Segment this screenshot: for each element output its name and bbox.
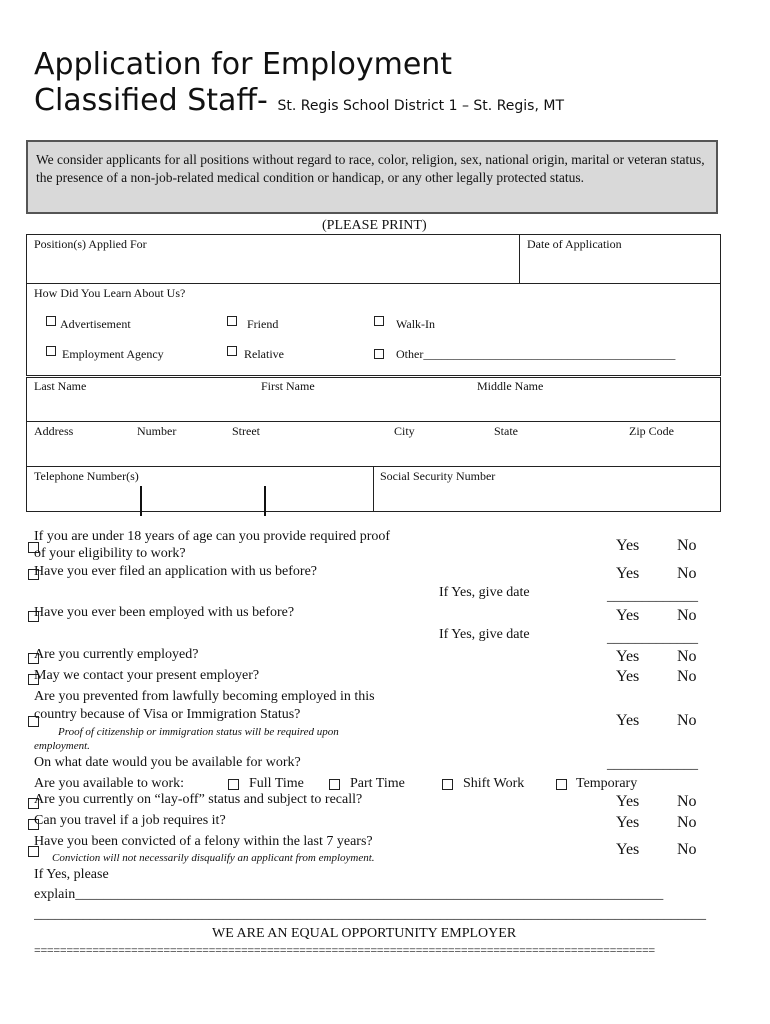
q6-text-line1: Are you prevented from lawfully becoming employed in this — [34, 689, 375, 704]
walk-in-checkbox[interactable] — [374, 316, 384, 326]
explain-field-line1[interactable]: explain____________________________________________________________________________________ — [34, 887, 664, 902]
part-time-label: Part Time — [350, 776, 405, 791]
district-name: St. Regis School District 1 – St. Regis, MT — [277, 98, 565, 114]
q1-text-line2: of your eligibility to work? — [34, 546, 186, 561]
part-time-checkbox[interactable] — [329, 779, 340, 790]
phone-divider-mark — [264, 486, 266, 516]
full-time-label: Full Time — [249, 776, 304, 791]
form-title-line1: Application for Employment — [34, 47, 453, 82]
footer-rule: ================================================================================================ — [34, 943, 655, 957]
city-label: City — [394, 424, 415, 438]
q3-date-blank[interactable]: _____________ — [607, 631, 698, 646]
temporary-label: Temporary — [576, 776, 638, 791]
divider — [373, 466, 374, 512]
q2-yes[interactable]: Yes — [616, 565, 640, 582]
q6-note-line2: employment. — [34, 740, 90, 752]
q5-text: May we contact your present employer? — [34, 668, 260, 683]
q10-yes[interactable]: Yes — [616, 814, 640, 831]
q6-no[interactable]: No — [677, 712, 697, 729]
temporary-checkbox[interactable] — [556, 779, 567, 790]
q7-date-blank[interactable]: _____________ — [607, 757, 698, 772]
q2-if-yes-date-label: If Yes, give date — [439, 585, 530, 600]
equal-opportunity-notice: We consider applicants for all positions without regard to race, color, religion, sex, national origin, marital or veteran status, the presence of a non-job-related medical condition or handicap, or any other legally protected status. — [26, 140, 718, 214]
q3-text: Have you ever been employed with us before? — [34, 605, 295, 620]
other-checkbox[interactable] — [374, 349, 384, 359]
divider — [26, 421, 721, 422]
how-learn-label: How Did You Learn About Us? — [34, 286, 186, 300]
relative-checkbox[interactable] — [227, 346, 237, 356]
q1-yes[interactable]: Yes — [616, 537, 640, 554]
advertisement-checkbox[interactable] — [46, 316, 56, 326]
form-title-line2 — [34, 84, 564, 123]
telephone-label: Telephone Number(s) — [34, 469, 139, 483]
explain-label: If Yes, please — [34, 867, 109, 882]
q8-text: Are you available to work: — [34, 776, 185, 791]
other-label: Other__________________________________________ — [396, 347, 676, 361]
position-label: Position(s) Applied For — [34, 237, 147, 251]
last-name-label: Last Name — [34, 379, 87, 393]
q11-no[interactable]: No — [677, 841, 697, 858]
ssn-label: Social Security Number — [380, 469, 496, 483]
q11-yes[interactable]: Yes — [616, 841, 640, 858]
q4-text: Are you currently employed? — [34, 647, 199, 662]
q10-text: Can you travel if a job requires it? — [34, 813, 226, 828]
address-label: Address — [34, 424, 74, 438]
q10-no[interactable]: No — [677, 814, 697, 831]
relative-label: Relative — [244, 347, 284, 361]
divider — [519, 234, 520, 283]
state-label: State — [494, 424, 518, 438]
q3-no[interactable]: No — [677, 607, 697, 624]
q1-text-line1: If you are under 18 years of age can you provide required proof — [34, 529, 391, 544]
q2-no[interactable]: No — [677, 565, 697, 582]
phone-divider-mark — [140, 486, 142, 516]
q3-if-yes-date-label: If Yes, give date — [439, 627, 530, 642]
q9-yes[interactable]: Yes — [616, 793, 640, 810]
form-title-classified: Classified Staff- — [34, 83, 268, 118]
employment-agency-label: Employment Agency — [62, 347, 164, 361]
q9-text: Are you currently on “lay-off” status and subject to recall? — [34, 792, 363, 807]
q5-yes[interactable]: Yes — [616, 668, 640, 685]
number-label: Number — [137, 424, 177, 438]
friend-checkbox[interactable] — [227, 316, 237, 326]
street-label: Street — [232, 424, 260, 438]
q9-no[interactable]: No — [677, 793, 697, 810]
q2-text: Have you ever filed an application with us before? — [34, 564, 318, 579]
advertisement-label: Advertisement — [60, 317, 131, 331]
middle-name-label: Middle Name — [477, 379, 544, 393]
full-time-checkbox[interactable] — [228, 779, 239, 790]
first-name-label: First Name — [261, 379, 315, 393]
q6-note-line1: Proof of citizenship or immigration status will be required upon — [58, 726, 339, 738]
q4-yes[interactable]: Yes — [616, 648, 640, 665]
shift-work-label: Shift Work — [463, 776, 525, 791]
q11-text: Have you been convicted of a felony within the last 7 years? — [34, 834, 373, 849]
q3-yes[interactable]: Yes — [616, 607, 640, 624]
q11-note: Conviction will not necessarily disqualify an applicant from employment. — [52, 852, 375, 864]
explain-field-line2[interactable]: ________________________________________________________________________________________________ — [34, 907, 706, 922]
eoe-statement: WE ARE AN EQUAL OPPORTUNITY EMPLOYER — [212, 926, 517, 941]
divider — [26, 283, 721, 284]
zip-code-label: Zip Code — [629, 424, 674, 438]
q5-no[interactable]: No — [677, 668, 697, 685]
q4-no[interactable]: No — [677, 648, 697, 665]
walk-in-label: Walk-In — [396, 317, 436, 331]
q7-text: On what date would you be available for work? — [34, 755, 301, 770]
please-print-label: (PLEASE PRINT) — [322, 218, 427, 233]
q2-date-blank[interactable]: _____________ — [607, 589, 698, 604]
employment-agency-checkbox[interactable] — [46, 346, 56, 356]
q6-text-line2: country because of Visa or Immigration Status? — [34, 707, 301, 722]
q6-yes[interactable]: Yes — [616, 712, 640, 729]
q1-no[interactable]: No — [677, 537, 697, 554]
friend-label: Friend — [247, 317, 279, 331]
date-of-application-label: Date of Application — [527, 237, 622, 251]
shift-work-checkbox[interactable] — [442, 779, 453, 790]
